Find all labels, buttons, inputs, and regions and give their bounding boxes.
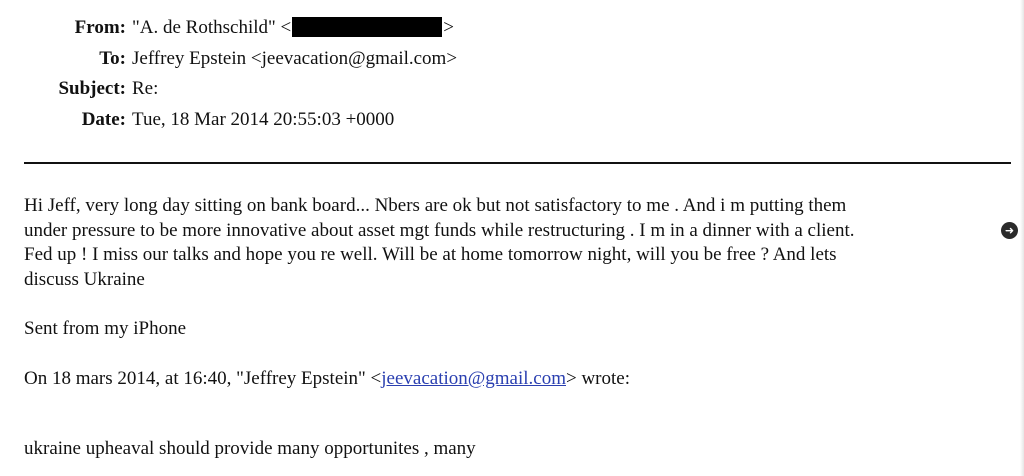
page-edge	[1020, 0, 1024, 476]
to-row	[0, 48, 457, 70]
from-label: From:	[74, 17, 126, 38]
quote-intro	[24, 367, 984, 392]
from-close: >	[443, 17, 454, 38]
arrow-right-circle-icon[interactable]: ➜	[1001, 222, 1018, 239]
quote-intro-suffix: > wrote:	[566, 368, 631, 389]
from-value	[132, 17, 454, 39]
from-name: "A. de Rothschild" <	[132, 17, 292, 38]
date-label: Date:	[81, 109, 126, 130]
subject-row	[0, 78, 158, 100]
redaction-box	[292, 17, 442, 37]
quote-intro-text: On 18 mars 2014, at 16:40, "Jeffrey Epstein" <	[24, 368, 382, 389]
quoted-message	[24, 437, 984, 462]
date-value: Tue, 18 Mar 2014 20:55:03 +0000	[132, 109, 395, 130]
date-row	[0, 109, 394, 131]
message-line: discuss Ukraine	[24, 268, 145, 290]
message-paragraph	[24, 194, 984, 292]
to-value: Jeffrey Epstein <jeevacation@gmail.com>	[132, 48, 458, 69]
from-row	[0, 17, 454, 39]
message-line: Hi Jeff, very long day sitting on bank board... Nbers are ok but not satisfactory to me . And i m putting them	[24, 195, 847, 216]
email-link[interactable]: jeevacation@gmail.com	[381, 368, 566, 389]
quoted-text: ukraine upheaval should provide many opportunites , many	[24, 438, 476, 459]
message-line: Fed up ! I miss our talks and hope you re well. Will be at home tomorrow night, will you be free ? And lets	[24, 244, 837, 265]
message-line: under pressure to be more innovative about asset mgt funds while restructuring . I m in a dinner with a client.	[24, 219, 855, 241]
header-divider	[24, 162, 1011, 164]
subject-label: Subject:	[58, 78, 126, 99]
signature-text: Sent from my iPhone	[24, 318, 187, 339]
to-label: To:	[99, 48, 126, 69]
subject-value: Re:	[132, 78, 159, 99]
signature	[24, 317, 984, 342]
